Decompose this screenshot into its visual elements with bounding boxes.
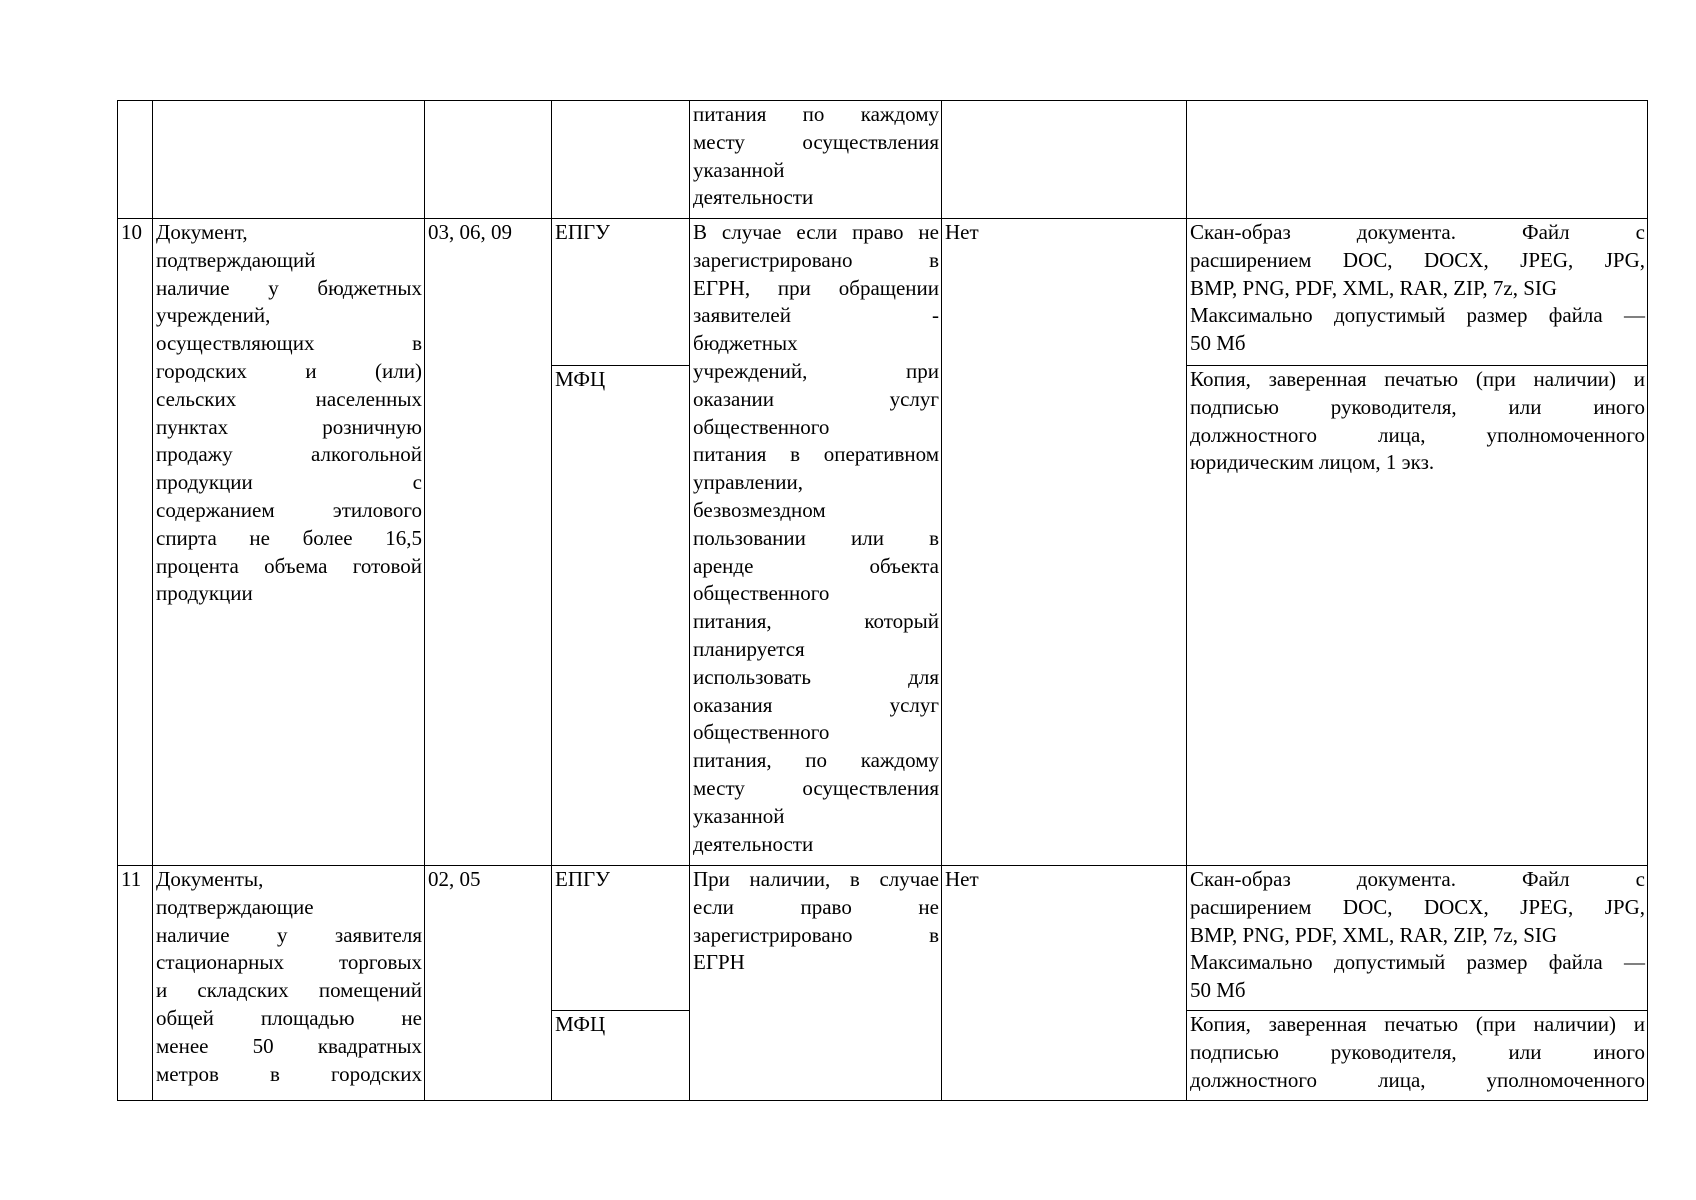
text-line: указанной	[693, 157, 785, 182]
text-line: учреждений, при	[693, 358, 939, 383]
text-line: Документы,	[156, 867, 264, 891]
text-line: питания по каждому	[693, 102, 939, 126]
cell-document	[153, 219, 425, 866]
text-line: питания в оперативном	[693, 442, 939, 467]
cell-conditions	[690, 866, 942, 1101]
codes-text: 03, 06, 09	[428, 220, 512, 244]
text-line: расширением DOC, DOCX, JPEG, JPG,	[1190, 247, 1645, 272]
text-line: зарегистрировано в	[693, 247, 939, 272]
cell-requirements-epgu	[1187, 219, 1648, 366]
cell-requirements-mfc	[1187, 366, 1648, 866]
text-line: управлении,	[693, 470, 803, 495]
cell-channel	[552, 219, 690, 366]
text-line: должностного лица, уполномоченного	[1190, 422, 1645, 447]
text-line: деятельности	[693, 185, 814, 210]
text-line: юридическим лицом, 1 экз.	[1190, 450, 1435, 475]
text-line: месту осуществления	[693, 129, 939, 154]
text-line: Скан-образ документа. Файл с	[1190, 867, 1645, 891]
flag-text: Нет	[945, 867, 979, 891]
text-line: стационарных торговых	[156, 950, 422, 975]
text-line: наличие у бюджетных	[156, 275, 422, 300]
text-line: если право не	[693, 894, 939, 919]
channel-label: ЕПГУ	[555, 220, 611, 244]
text-line: метров в городских	[156, 1061, 422, 1086]
row-number: 10	[121, 220, 142, 244]
channel-label: ЕПГУ	[555, 867, 611, 891]
text-line: продукции	[156, 581, 253, 606]
text-line: городских и (или)	[156, 358, 422, 383]
text-line: подтверждающий	[156, 247, 316, 272]
text-line: аренде объекта	[693, 553, 939, 578]
cell-codes	[425, 866, 552, 1101]
text-line: продукции с	[156, 470, 422, 495]
text-line: 50 Мб	[1190, 331, 1246, 356]
requirements-table	[117, 100, 1648, 1101]
text-line: При наличии, в случае	[693, 867, 939, 891]
cell-document-empty	[153, 101, 425, 219]
cell-channel	[552, 366, 690, 866]
text-line: оказания услуг	[693, 692, 939, 717]
row-number: 11	[121, 867, 142, 891]
text-line: подтверждающие	[156, 894, 314, 919]
cell-flag	[942, 866, 1187, 1101]
text-line: заявителей -	[693, 303, 939, 328]
text-line: общественного	[693, 720, 830, 745]
text-line: продажу алкогольной	[156, 442, 422, 467]
cell-num-empty	[118, 101, 153, 219]
text-line: пользовании или в	[693, 525, 939, 550]
cell-flag-empty	[942, 101, 1187, 219]
text-line: общей площадью не	[156, 1005, 422, 1030]
cell-requirements-epgu	[1187, 866, 1648, 1011]
cell-channel	[552, 866, 690, 1011]
text-line: Максимально допустимый размер файла —	[1190, 303, 1645, 328]
text-line: BMP, PNG, PDF, XML, RAR, ZIP, 7z, SIG	[1190, 275, 1558, 300]
text-line: и складских помещений	[156, 978, 422, 1003]
text-line: осуществляющих в	[156, 331, 422, 356]
text-line: общественного	[693, 581, 830, 606]
codes-text: 02, 05	[428, 867, 481, 891]
cell-flag	[942, 219, 1187, 866]
text-line: В случае если право не	[693, 220, 939, 244]
cell-num	[118, 866, 153, 1101]
text-line: Документ,	[156, 220, 248, 244]
text-line: содержанием этилового	[156, 497, 422, 522]
table-row-continuation	[118, 101, 1648, 219]
cell-conditions	[690, 219, 942, 866]
text-line: Максимально допустимый размер файла —	[1190, 950, 1645, 975]
text-line: 50 Мб	[1190, 978, 1246, 1003]
text-line: BMP, PNG, PDF, XML, RAR, ZIP, 7z, SIG	[1190, 922, 1558, 947]
text-line: указанной	[693, 803, 785, 828]
text-line: Копия, заверенная печатью (при наличии) и	[1190, 1012, 1645, 1036]
cell-codes-empty	[425, 101, 552, 219]
cell-requirements-empty	[1187, 101, 1648, 219]
text-line: расширением DOC, DOCX, JPEG, JPG,	[1190, 894, 1645, 919]
text-line: должностного лица, уполномоченного	[1190, 1067, 1645, 1092]
cell-conditions	[690, 101, 942, 219]
channel-label: МФЦ	[555, 1012, 606, 1036]
text-line: ЕГРН, при обращении	[693, 275, 939, 300]
text-line: ЕГРН	[693, 950, 745, 975]
cell-num	[118, 219, 153, 866]
text-line: оказании услуг	[693, 386, 939, 411]
text-line: бюджетных	[693, 331, 798, 356]
text-line: учреждений,	[156, 303, 271, 328]
text-line: зарегистрировано в	[693, 922, 939, 947]
text-line: питания, который	[693, 609, 939, 634]
text-line: Копия, заверенная печатью (при наличии) и	[1190, 367, 1645, 391]
flag-text: Нет	[945, 220, 979, 244]
cell-document	[153, 866, 425, 1101]
text-line: пунктах розничную	[156, 414, 422, 439]
cell-channel	[552, 1011, 690, 1101]
text-line: планируется	[693, 636, 805, 661]
text-line: месту осуществления	[693, 775, 939, 800]
cell-channel-empty	[552, 101, 690, 219]
text-line: спирта не более 16,5	[156, 525, 422, 550]
text-line: использовать для	[693, 664, 939, 689]
text-line: сельских населенных	[156, 386, 422, 411]
text-line: менее 50 квадратных	[156, 1033, 422, 1058]
cell-requirements-mfc	[1187, 1011, 1648, 1101]
text-line: подписью руководителя, или иного	[1190, 394, 1645, 419]
text-line: процента объема готовой	[156, 553, 422, 578]
text-line: безвозмездном	[693, 497, 826, 522]
text-line: Скан-образ документа. Файл с	[1190, 220, 1645, 244]
table-row-10	[118, 219, 1648, 366]
table-row-11	[118, 866, 1648, 1011]
text-line: наличие у заявителя	[156, 922, 422, 947]
text-line: подписью руководителя, или иного	[1190, 1039, 1645, 1064]
text-line: общественного	[693, 414, 830, 439]
text-line: деятельности	[693, 831, 814, 856]
channel-label: МФЦ	[555, 367, 606, 391]
cell-codes	[425, 219, 552, 866]
text-line: питания, по каждому	[693, 748, 939, 773]
